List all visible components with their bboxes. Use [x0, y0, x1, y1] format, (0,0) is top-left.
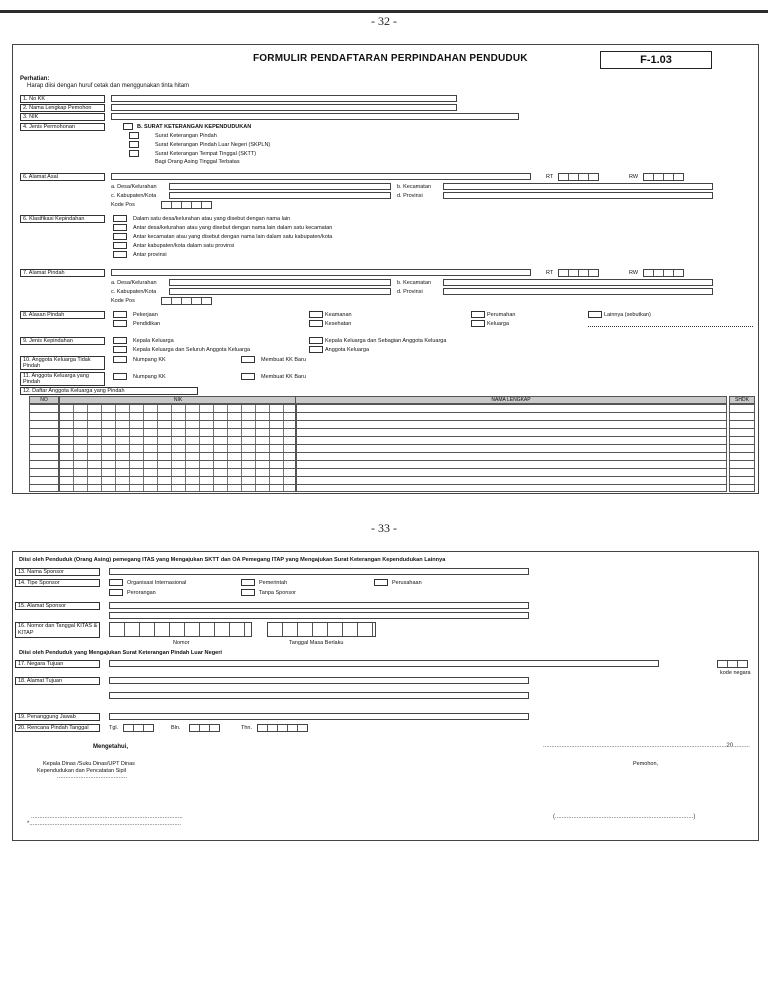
bln-label: Bln.: [171, 725, 181, 731]
table-header-shdk: SHDK: [729, 396, 755, 404]
klasifikasi-label: 6. Klasifikasi Kepindahan: [20, 215, 105, 223]
permohonan-option: Surat Keterangan Pindah Luar Negeri (SKPLN): [155, 142, 271, 148]
perorangan-label: Perorangan: [127, 590, 156, 596]
rt-field[interactable]: [558, 173, 599, 181]
thn-label: Thn.: [241, 725, 253, 731]
option-checkbox[interactable]: [129, 141, 139, 148]
kependudukan-label: Kependudukan dan Pencatatan Sipil: [37, 768, 126, 774]
page-number: - 33 -: [371, 521, 397, 535]
rw-label: RW: [629, 174, 639, 180]
table-header-nik: NIK: [59, 396, 297, 404]
top-rule: [0, 10, 768, 13]
kepindahan-checkbox[interactable]: [113, 346, 127, 353]
klasifikasi-checkbox[interactable]: [113, 251, 127, 258]
alamat-sponsor-label: 15. Alamat Sponsor: [15, 602, 100, 610]
desa-field[interactable]: [169, 279, 391, 286]
form-code: F-1.03: [600, 51, 712, 69]
notice-label: Perhatian:: [20, 76, 50, 82]
perorangan-checkbox[interactable]: [109, 589, 123, 596]
pemerintah-label: Pemerintah: [259, 580, 288, 586]
perumahan-checkbox[interactable]: [471, 311, 485, 318]
mengetahui-label: Mengetahui,: [93, 744, 129, 750]
negara-tujuan-label: 17. Negara Tujuan: [15, 660, 100, 668]
dinas-signature-line[interactable]: ...........................................................................................: [31, 814, 183, 820]
jenis-kepindahan-label: 9. Jenis Kepindahan: [20, 337, 105, 345]
rt-label: RT: [546, 270, 554, 276]
place-date-line[interactable]: ..............................................................................................................20..........: [543, 743, 750, 749]
provinsi-field[interactable]: [443, 288, 713, 295]
rw-label: RW: [629, 270, 639, 276]
perusahaan-label: Perusahaan: [392, 580, 422, 586]
lainnya-checkbox[interactable]: [588, 311, 602, 318]
tanggal-berlaku-label: Tanggal Masa Berlaku: [289, 640, 344, 646]
table-header-no: NO: [29, 396, 59, 404]
nik-field[interactable]: [111, 113, 519, 120]
nomor-tanggal-label: 16. Nomor dan Tanggal KITAS & KITAP: [15, 622, 100, 638]
membuat-kk-label: Membuat KK Baru: [261, 357, 306, 363]
kepindahan-option: Kepala Keluarga: [133, 338, 174, 344]
tanggal-berlaku-field[interactable]: [267, 622, 376, 637]
alamat-pindah-field[interactable]: [111, 269, 531, 276]
rencana-pindah-label: 20. Rencana Pindah Tanggal: [15, 724, 100, 732]
desa-label: a. Desa/Kelurahan: [111, 184, 157, 190]
permohonan-option: Surat Keterangan Pindah: [155, 133, 217, 139]
alasan-pindah-label: 8. Alasan Pindah: [20, 311, 105, 319]
perusahaan-checkbox[interactable]: [374, 579, 388, 586]
numpang-kk-label: Numpang KK: [133, 374, 166, 380]
kodepos-field[interactable]: [161, 297, 212, 305]
pemohon-label: Pemohon,: [633, 761, 659, 767]
permohonan-option: Bagi Orang Asing Tinggal Terbatas: [155, 159, 240, 165]
kodepos-label: Kode Pos: [111, 298, 135, 304]
kepindahan-checkbox[interactable]: [113, 337, 127, 344]
nama-pemohon-field[interactable]: [111, 104, 457, 111]
no-kk-label: 1. No KK: [20, 95, 105, 103]
pendidikan-label: Pendidikan: [133, 321, 161, 327]
anggota-tidak-pindah-label: 10. Anggota Keluarga Tidak Pindah: [20, 356, 105, 370]
kodepos-field[interactable]: [161, 201, 212, 209]
keluarga-checkbox[interactable]: [471, 320, 485, 327]
alamat-asal-label: 6. Alamat Asal: [20, 173, 105, 181]
permohonan-header: B. SURAT KETERANGAN KEPENDUDUKAN: [137, 124, 252, 130]
kesehatan-checkbox[interactable]: [309, 320, 323, 327]
provinsi-label: d. Provinsi: [397, 289, 423, 295]
kepindahan-checkbox[interactable]: [309, 346, 323, 353]
kode-negara-field[interactable]: [717, 660, 748, 668]
org-checkbox[interactable]: [109, 579, 123, 586]
dinas-dots: ..........................................: [57, 774, 128, 780]
klasifikasi-checkbox[interactable]: [113, 215, 127, 222]
nik-label: 3. NIK: [20, 113, 105, 121]
penanggung-jawab-label: 19. Penanggung Jawab: [15, 713, 100, 721]
penanggung-jawab-field[interactable]: [109, 713, 529, 720]
kepindahan-checkbox[interactable]: [309, 337, 323, 344]
no-kk-field[interactable]: [111, 95, 457, 102]
nama-pemohon-label: 2. Nama Lengkap Pemohon: [20, 104, 105, 112]
rw-field[interactable]: [643, 173, 684, 181]
alamat-tujuan-field[interactable]: [109, 677, 529, 684]
luar-negeri-header: Diisi oleh Penduduk yang Mengajukan Surat Keterangan Pindah Luar Negeri: [19, 650, 222, 656]
keamanan-checkbox[interactable]: [309, 311, 323, 318]
numpang-kk-checkbox[interactable]: [113, 356, 127, 363]
tahun-label: 20: [726, 743, 734, 749]
kabupaten-label: c. Kabupaten/Kota: [111, 193, 157, 199]
option-checkbox[interactable]: [129, 132, 139, 139]
kode-negara-label: kode negara: [720, 670, 751, 676]
pemerintah-checkbox[interactable]: [241, 579, 255, 586]
alamat-asal-field[interactable]: [111, 173, 531, 180]
jenis-permohonan-label: 4. Jenis Permohonan: [20, 123, 105, 131]
numpang-kk-label: Numpang KK: [133, 357, 166, 363]
permohonan-checkbox[interactable]: [123, 123, 133, 130]
page-number: - 32 -: [371, 14, 397, 28]
negara-tujuan-field[interactable]: [109, 660, 659, 667]
bln-field[interactable]: [189, 724, 220, 732]
klasifikasi-checkbox[interactable]: [113, 242, 127, 249]
rt-label: RT: [546, 174, 554, 180]
daftar-anggota-label: 12. Daftar Anggota Keluarga yang Pindah: [20, 387, 198, 395]
pemohon-signature-line[interactable]: (...................................................................................): [553, 814, 696, 820]
alamat-sponsor-field-2[interactable]: [109, 612, 529, 619]
klasifikasi-option: Antar kecamatan atau yang disebut dengan nama lain dalam satu kabupaten/kota: [133, 234, 333, 240]
tgl-field[interactable]: [123, 724, 154, 732]
membuat-kk-checkbox[interactable]: [241, 356, 255, 363]
pendidikan-checkbox[interactable]: [113, 320, 127, 327]
option-checkbox[interactable]: [129, 150, 139, 157]
permohonan-option: Surat Keterangan Tempat Tinggal (SKTT): [155, 151, 257, 157]
perumahan-label: Perumahan: [487, 312, 516, 318]
tipe-sponsor-label: 14. Tipe Sponsor: [15, 579, 100, 587]
tanpa-sponsor-checkbox[interactable]: [241, 589, 255, 596]
page2-header: Diisi oleh Penduduk (Orang Asing) pemegang ITAS yang Mengajukan SKTT dan OA Pemegang ITAP yang Mengajukan Surat Keterangan Kependudukan Lainnya: [19, 557, 446, 563]
alamat-sponsor-field[interactable]: [109, 602, 529, 609]
alamat-tujuan-field-2[interactable]: [109, 692, 529, 699]
membuat-kk-checkbox[interactable]: [241, 373, 255, 380]
klasifikasi-option: Dalam satu desa/kelurahan atau yang disebut dengan nama lain: [133, 216, 291, 222]
provinsi-field[interactable]: [443, 192, 713, 199]
klasifikasi-checkbox[interactable]: [113, 233, 127, 240]
form-page-1: [12, 44, 759, 494]
table-col-nama[interactable]: [295, 404, 727, 492]
form-page-2: [12, 551, 759, 841]
kepindahan-option: Kepala Keluarga dan Sebagian Anggota Keluarga: [325, 338, 447, 344]
kecamatan-field[interactable]: [443, 279, 713, 286]
alamat-pindah-label: 7. Alamat Pindah: [20, 269, 105, 277]
kecamatan-label: b. Kecamatan: [397, 280, 431, 286]
org-label: Organisasi Internasional: [127, 580, 187, 586]
klasifikasi-option: Antar provinsi: [133, 252, 167, 258]
rw-field[interactable]: [643, 269, 684, 277]
tanpa-sponsor-label: Tanpa Sponsor: [259, 590, 296, 596]
notice-text: Harap diisi dengan huruf cetak dan menggunakan tinta hitam: [27, 83, 190, 89]
table-col-nik[interactable]: [59, 404, 297, 492]
kabupaten-label: c. Kabupaten/Kota: [111, 289, 157, 295]
dinas-nip-line[interactable]: *...........................................................................................: [27, 821, 182, 827]
table-header-nama: NAMA LENGKAP: [295, 396, 727, 404]
lainnya-label: Lainnya (sebutkan): [604, 312, 651, 318]
table-col-shdk[interactable]: [729, 404, 755, 492]
nomor-kitas-field[interactable]: [109, 622, 252, 637]
kepindahan-option: Kepala Keluarga dan Seluruh Anggota Keluarga: [133, 347, 251, 353]
nomor-label: Nomor: [173, 640, 190, 646]
kepala-dinas-label: Kepala Dinas /Suku Dinas/UPT Dinas: [43, 761, 135, 767]
rt-field[interactable]: [558, 269, 599, 277]
pekerjaan-checkbox[interactable]: [113, 311, 127, 318]
kabupaten-field[interactable]: [169, 288, 391, 295]
kodepos-label: Kode Pos: [111, 202, 135, 208]
kabupaten-field[interactable]: [169, 192, 391, 199]
provinsi-label: d. Provinsi: [397, 193, 423, 199]
table-col-no[interactable]: [29, 404, 59, 492]
nama-sponsor-label: 13. Nama Sponsor: [15, 568, 100, 576]
keamanan-label: Keamanan: [325, 312, 352, 318]
keluarga-label: Keluarga: [487, 321, 510, 327]
membuat-kk-label: Membuat KK Baru: [261, 374, 306, 380]
klasifikasi-option: Antar kabupaten/kota dalam satu provinsi: [133, 243, 235, 249]
form-title: FORMULIR PENDAFTARAN PERPINDAHAN PENDUDUK: [253, 53, 528, 64]
anggota-pindah-label: 11. Anggota Keluarga yang Pindah: [20, 372, 105, 386]
numpang-kk-checkbox[interactable]: [113, 373, 127, 380]
klasifikasi-option: Antar desa/kelurahan atau yang disebut dengan nama lain dalam satu kecamatan: [133, 225, 333, 231]
lainnya-line[interactable]: [588, 326, 753, 327]
desa-label: a. Desa/Kelurahan: [111, 280, 157, 286]
nama-sponsor-field[interactable]: [109, 568, 529, 575]
pekerjaan-label: Pekerjaan: [133, 312, 158, 318]
kecamatan-field[interactable]: [443, 183, 713, 190]
klasifikasi-checkbox[interactable]: [113, 224, 127, 231]
kecamatan-label: b. Kecamatan: [397, 184, 431, 190]
desa-field[interactable]: [169, 183, 391, 190]
thn-field[interactable]: [257, 724, 308, 732]
tgl-label: Tgl.: [109, 725, 119, 731]
kesehatan-label: Kesehatan: [325, 321, 352, 327]
kepindahan-option: Anggota Keluarga: [325, 347, 370, 353]
alamat-tujuan-label: 18. Alamat Tujuan: [15, 677, 100, 685]
